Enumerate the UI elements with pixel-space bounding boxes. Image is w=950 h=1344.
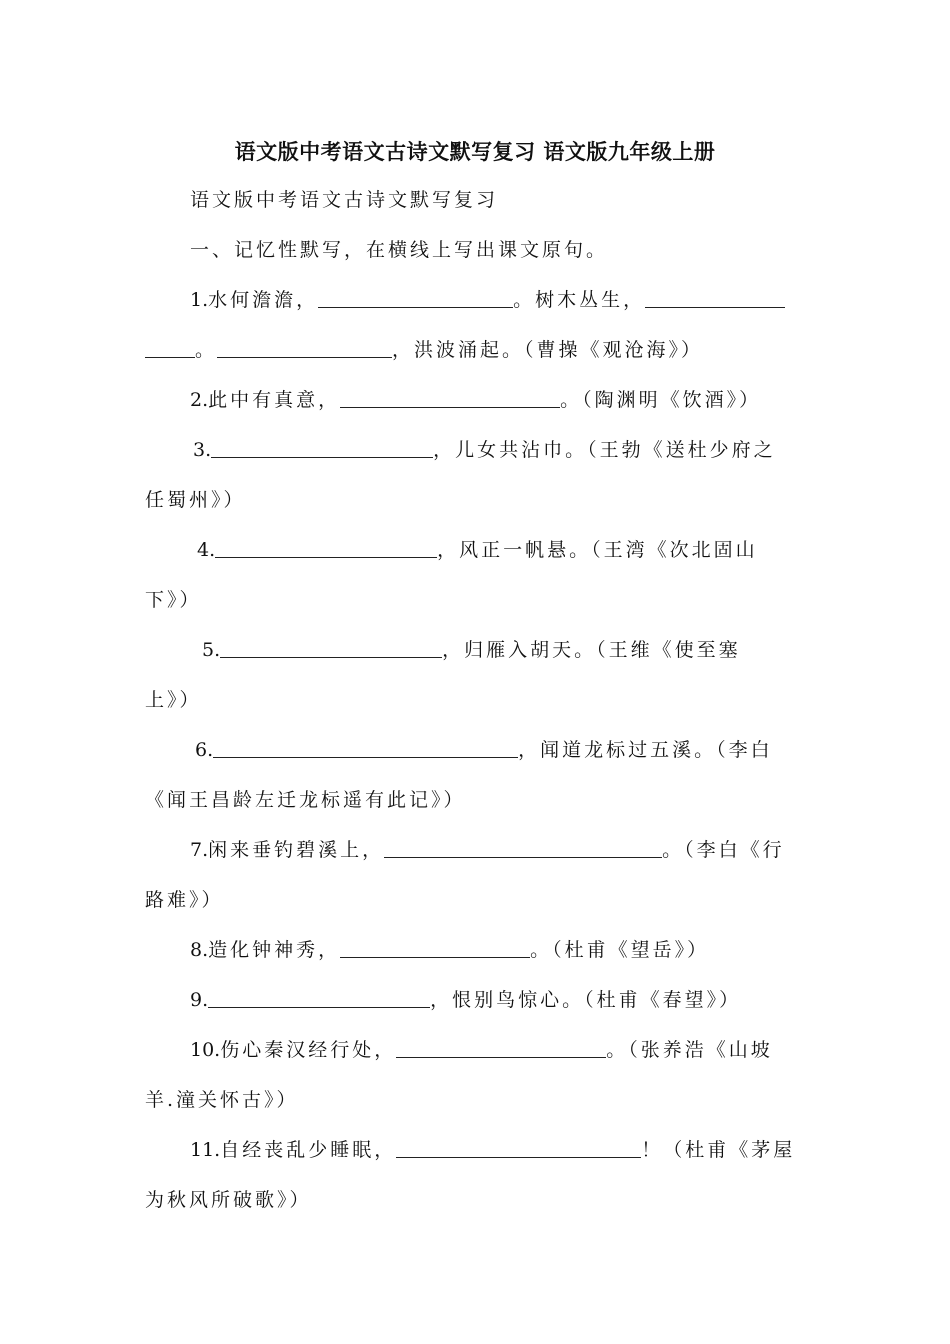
item-text: 水何澹澹， [208, 289, 319, 311]
item-number: 3. [193, 439, 212, 461]
item-text: 。（张养浩《山坡 [606, 1039, 773, 1061]
answer-blank[interactable] [396, 1037, 606, 1058]
item-number: 8. [190, 939, 209, 961]
item-10-cont: 羊.潼关怀古》） [145, 1089, 299, 1111]
answer-blank[interactable] [215, 537, 437, 558]
answer-blank[interactable] [208, 987, 430, 1008]
item-8 [190, 936, 709, 964]
page-title: 语文版中考语文古诗文默写复习 语文版九年级上册 [234, 140, 716, 164]
item-6 [195, 736, 773, 764]
answer-blank[interactable] [318, 287, 513, 308]
answer-blank[interactable] [396, 1137, 641, 1158]
answer-blank[interactable] [145, 337, 195, 358]
item-number: 4. [197, 539, 216, 561]
item-text: 。（杜甫《望岳》） [530, 939, 710, 961]
item-4-cont: 下》） [145, 589, 202, 611]
item-9 [190, 986, 741, 1014]
item-text: 。（陶渊明《饮酒》） [560, 389, 762, 411]
answer-blank[interactable] [645, 287, 785, 308]
item-text: 。 [195, 339, 218, 361]
item-number: 9. [190, 989, 209, 1011]
item-6-cont: 《闻王昌龄左迁龙标遥有此记》） [145, 789, 466, 811]
item-1 [190, 286, 785, 314]
subtitle: 语文版中考语文古诗文默写复习 [190, 189, 499, 211]
item-number: 11. [190, 1139, 221, 1161]
item-text: 。（李白《行 [662, 839, 785, 861]
item-text: 此中有真意， [208, 389, 341, 411]
item-number: 7. [190, 839, 209, 861]
item-text: ，风正一帆悬。（王湾《次北固山 [437, 539, 758, 561]
item-text: ，恨别鸟惊心。（杜甫《春望》） [430, 989, 742, 1011]
item-3-cont: 任蜀州》） [145, 489, 246, 511]
item-4 [197, 536, 758, 564]
item-7 [190, 836, 785, 864]
item-text: ，闻道龙标过五溪。（李白 [518, 739, 773, 761]
item-text: ！（杜甫《茅屋 [641, 1139, 796, 1161]
answer-blank[interactable] [340, 387, 560, 408]
item-text: ，儿女共沾巾。（王勃《送杜少府之 [433, 439, 776, 461]
item-11 [190, 1136, 795, 1164]
item-5-cont: 上》） [145, 689, 202, 711]
item-text: 闲来垂钓碧溪上， [208, 839, 385, 861]
answer-blank[interactable] [384, 837, 662, 858]
item-7-cont: 路难》） [145, 889, 224, 911]
item-10 [190, 1036, 773, 1064]
item-number: 6. [195, 739, 214, 761]
item-2 [190, 386, 761, 414]
answer-blank[interactable] [220, 637, 442, 658]
item-number: 5. [202, 639, 221, 661]
item-number: 1. [190, 289, 209, 311]
item-text: ，归雁入胡天。（王维《使至塞 [442, 639, 741, 661]
answer-blank[interactable] [340, 937, 530, 958]
item-text: 。树木丛生， [513, 289, 646, 311]
answer-blank[interactable] [213, 737, 518, 758]
item-text: 造化钟神秀， [208, 939, 341, 961]
item-number: 10. [190, 1039, 221, 1061]
answer-blank[interactable] [211, 437, 433, 458]
item-text: ，洪波涌起。（曹操《观沧海》） [392, 339, 704, 361]
item-5 [202, 636, 741, 664]
section-heading: 一、记忆性默写，在横线上写出课文原句。 [190, 239, 609, 261]
item-1-cont [145, 336, 703, 364]
item-text: 自经丧乱少睡眠， [220, 1139, 397, 1161]
item-number: 2. [190, 389, 209, 411]
item-text: 伤心秦汉经行处， [220, 1039, 397, 1061]
answer-blank[interactable] [217, 337, 392, 358]
item-11-cont: 为秋风所破歌》） [145, 1189, 312, 1211]
item-3 [193, 436, 776, 464]
